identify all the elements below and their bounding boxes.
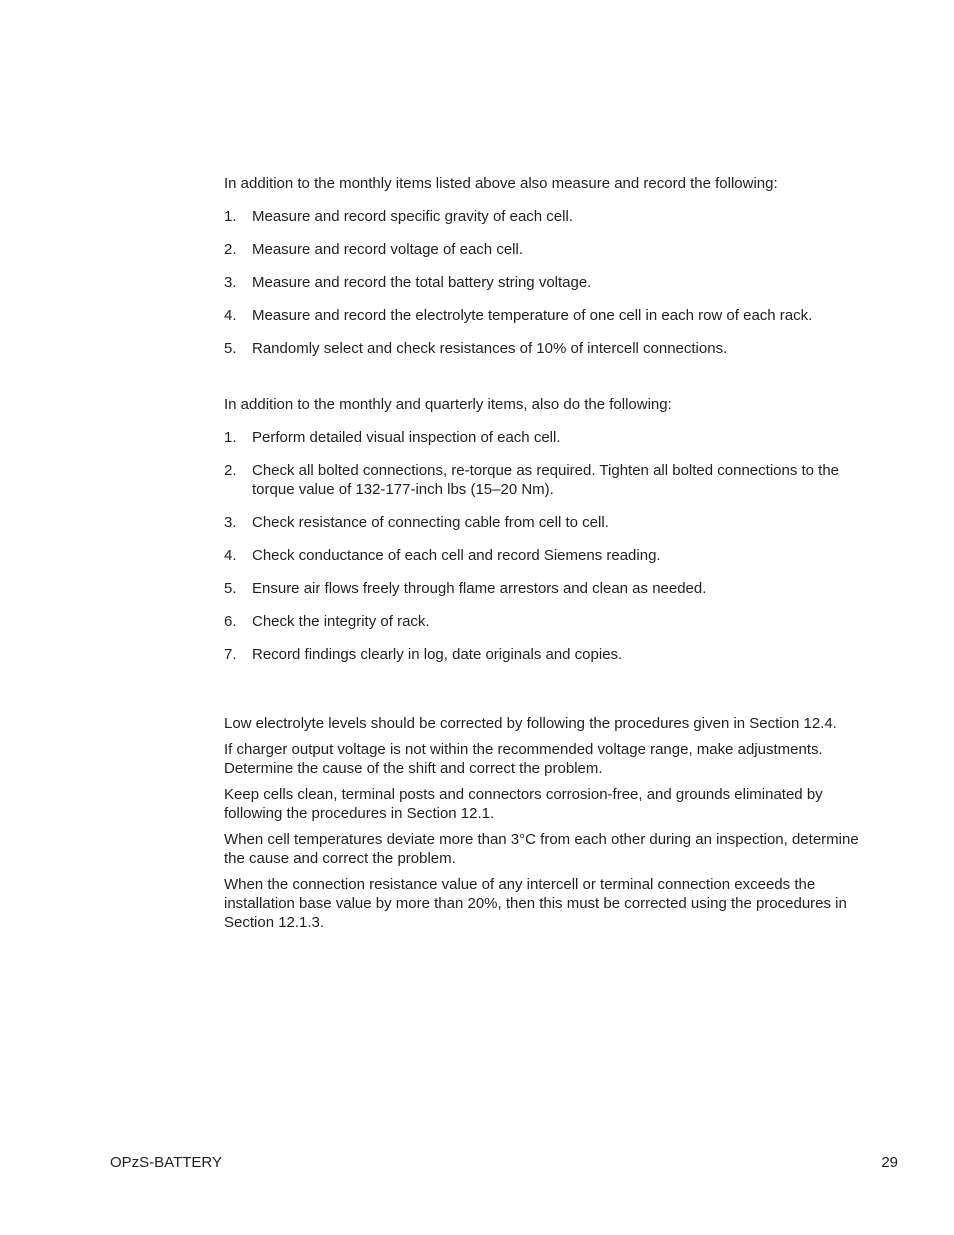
list-item-text: Check conductance of each cell and record Siemens reading. <box>252 547 661 564</box>
list-item-text: Measure and record voltage of each cell. <box>252 241 523 258</box>
list-item <box>224 579 869 598</box>
list-item-text: Record findings clearly in log, date originals and copies. <box>252 646 623 663</box>
list-item-number: 3. <box>224 274 237 291</box>
list-item-number: 1. <box>224 429 237 446</box>
list-item <box>224 645 869 664</box>
list-item-text: Check the integrity of rack. <box>252 613 430 630</box>
main-content <box>224 174 869 939</box>
annual-list <box>224 428 869 664</box>
list-item <box>224 306 869 325</box>
list-item-number: 6. <box>224 613 237 630</box>
list-item <box>224 339 869 358</box>
corrective-paragraph: Keep cells clean, terminal posts and connectors corrosion-free, and grounds eliminated by following the procedures in Section 12.1. <box>224 786 823 822</box>
annual-intro: In addition to the monthly and quarterly items, also do the following: <box>224 396 672 413</box>
corrective-section <box>224 714 869 932</box>
corrective-paragraph: When the connection resistance value of any intercell or terminal connection exceeds the installation base value by more than 20%, then this must be corrected using the procedures in Section 12.1.3. <box>224 876 847 931</box>
quarterly-section <box>224 174 869 358</box>
list-item-number: 2. <box>224 462 237 479</box>
list-item <box>224 612 869 631</box>
corrective-paragraph: If charger output voltage is not within the recommended voltage range, make adjustments. Determine the cause of the shift and correct the problem. <box>224 741 823 777</box>
list-item-text: Perform detailed visual inspection of each cell. <box>252 429 561 446</box>
corrective-paragraph: When cell temperatures deviate more than 3°C from each other during an inspection, determine the cause and correct the problem. <box>224 831 859 867</box>
list-item <box>224 207 869 226</box>
list-item <box>224 461 869 499</box>
list-item <box>224 513 869 532</box>
quarterly-intro: In addition to the monthly items listed above also measure and record the following: <box>224 175 778 192</box>
list-item-number: 2. <box>224 241 237 258</box>
corrective-paragraph: Low electrolyte levels should be corrected by following the procedures given in Section 12.4. <box>224 715 837 732</box>
list-item-text: Check all bolted connections, re-torque as required. Tighten all bolted connections to the torque value of 132-177-inch lbs (15–20 Nm). <box>252 462 840 498</box>
list-item-text: Ensure air flows freely through flame arrestors and clean as needed. <box>252 580 707 597</box>
list-item-number: 4. <box>224 307 237 324</box>
list-item-text: Measure and record the electrolyte temperature of one cell in each row of each rack. <box>252 307 813 324</box>
list-item <box>224 428 869 447</box>
quarterly-list <box>224 207 869 358</box>
list-item-text: Measure and record the total battery string voltage. <box>252 274 592 291</box>
list-item-number: 5. <box>224 340 237 357</box>
footer-page-number: 29 <box>881 1154 898 1171</box>
list-item-number: 1. <box>224 208 237 225</box>
list-item <box>224 546 869 565</box>
list-item-text: Check resistance of connecting cable from cell to cell. <box>252 514 609 531</box>
list-item-number: 7. <box>224 646 237 663</box>
list-item-number: 4. <box>224 547 237 564</box>
list-item-number: 3. <box>224 514 237 531</box>
list-item-number: 5. <box>224 580 237 597</box>
list-item <box>224 240 869 259</box>
list-item <box>224 273 869 292</box>
list-item-text: Measure and record specific gravity of each cell. <box>252 208 573 225</box>
list-item-text: Randomly select and check resistances of 10% of intercell connections. <box>252 340 728 357</box>
footer-product-name: OPzS-BATTERY <box>110 1154 222 1171</box>
annual-section <box>224 395 869 664</box>
